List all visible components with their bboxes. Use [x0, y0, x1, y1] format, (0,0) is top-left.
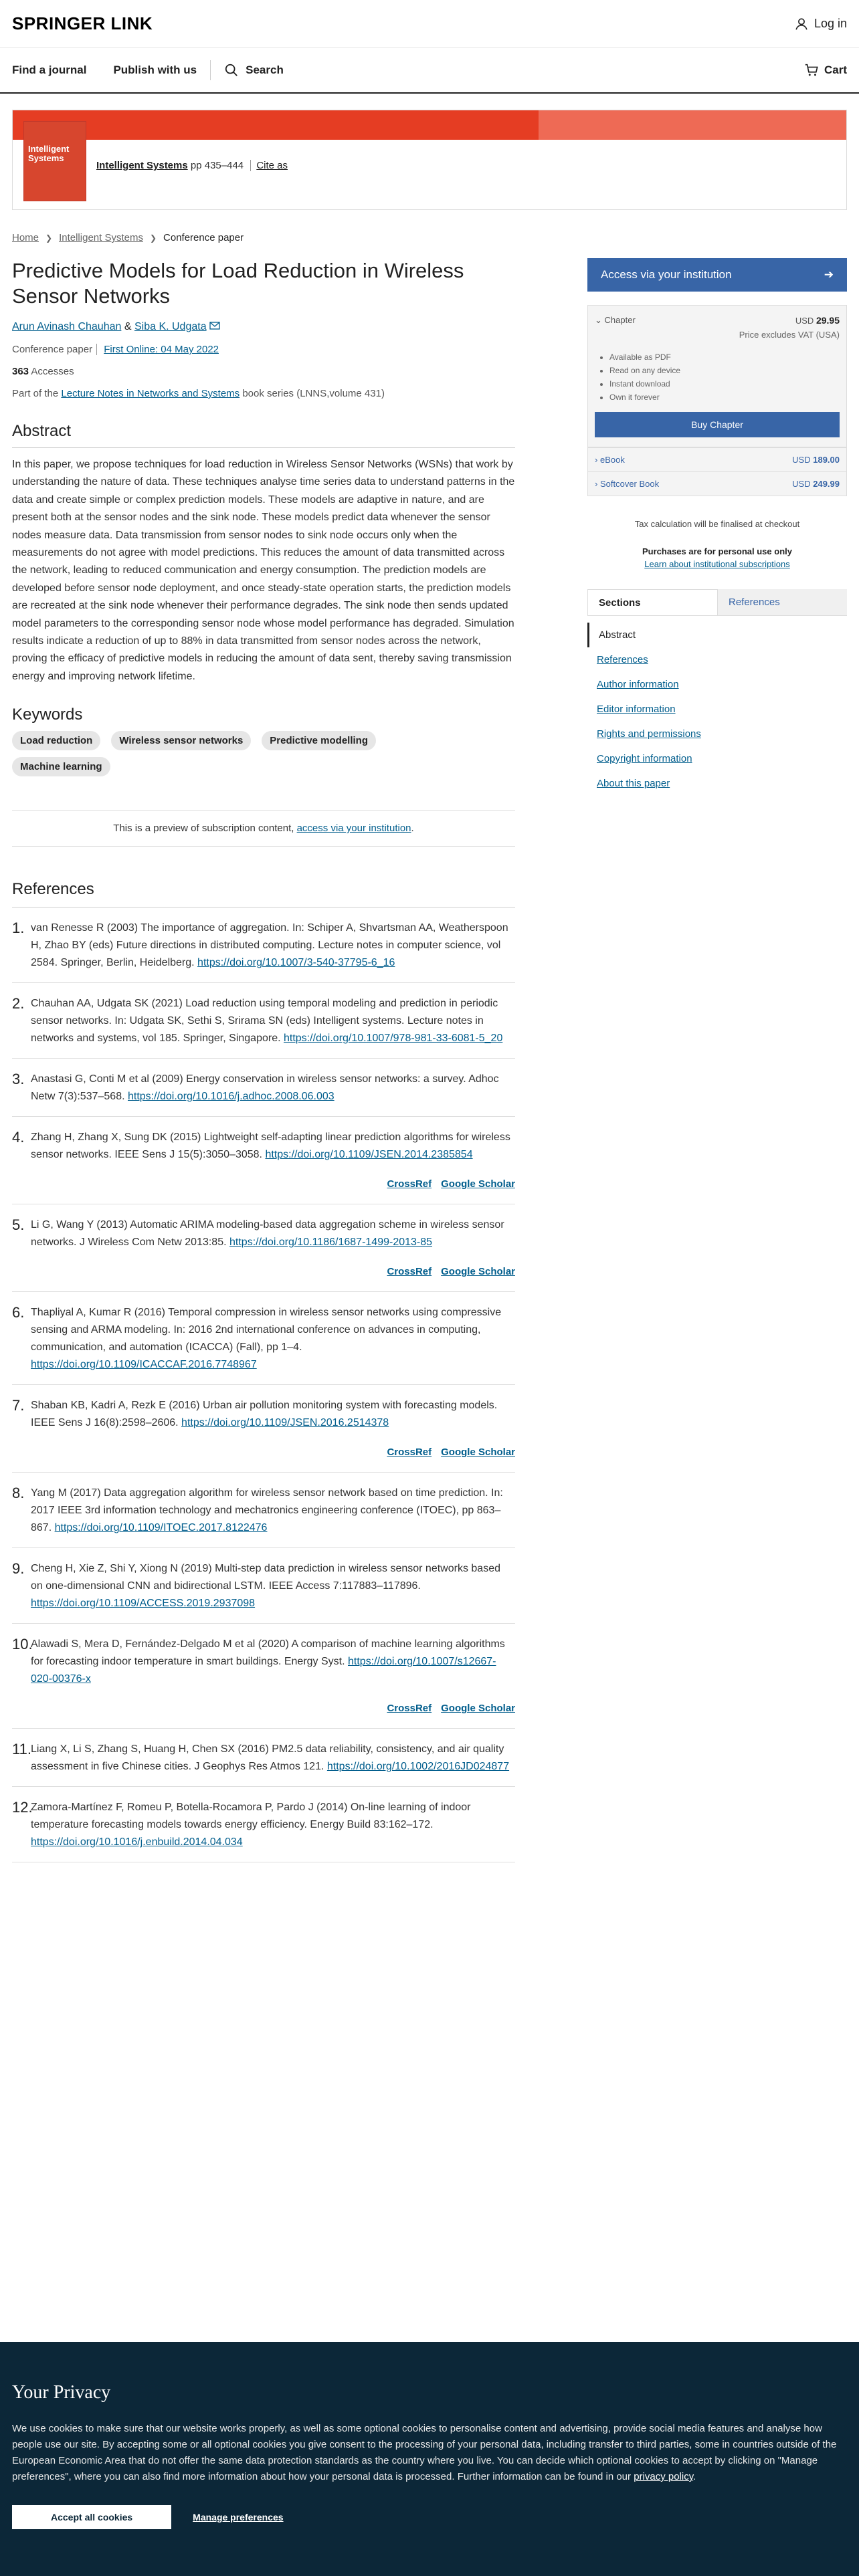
cart-icon — [804, 63, 819, 78]
author-link[interactable]: Siba K. Udgata — [134, 321, 207, 332]
section-nav — [587, 623, 847, 796]
reference-doi-link[interactable]: https://doi.org/10.1007/s12667-020-00376-x — [31, 1656, 496, 1685]
abstract-text: In this paper, we propose techniques for load reduction in Wireless Sensor Networks (WSNs) that work by understanding the nature of data. These techniques analyse time series data to understand patterns in the data and create simple or complex prediction models. These models are adaptive in nature, and are present both at the sensor nodes and the sink node. These models predict data whenever the sensor nodes measure data. Data transmission from sensor nodes to sink node occurs only when the measurements do not agree with model predictions. This reduces the amount of data transmitted across the network, leading to reduced communication and energy consumption. The prediction models are developed before sensor node deployment, and once steady-state operation starts, the prediction models are recreated at the sink node whenever their performance degrades. The sink node then sends updated model parameters to the corresponding sensor node whose model performance has degraded. Simulation results indicate a reduction of up to 88% in data transmitted from sensor nodes across the network, proving the efficacy of predictive models in reducing the amount of data sent, thereby saving transmission energy and improving network lifetime. — [12, 459, 515, 682]
reference-text: Zamora-Martínez F, Romeu P, Botella-Rocamora P, Pardo J (2014) On-line learning of indoor temperature forecasting models towards energy efficiency. Energy Build 83:162–172. — [31, 1802, 471, 1831]
cart-button[interactable] — [804, 63, 847, 78]
reference-number: 3. — [12, 1071, 25, 1088]
nav-search[interactable] — [224, 63, 284, 78]
reference-item — [12, 1059, 515, 1117]
reference-number: 5. — [12, 1216, 25, 1234]
access-institution-button[interactable]: Access via your institution ➔ — [587, 258, 847, 292]
cart-label: Cart — [824, 64, 847, 76]
sidebar — [587, 258, 847, 796]
reference-text: Yang M (2017) Data aggregation algorithm for wireless sensor network based on time prediction. In: 2017 IEEE 3rd information technology and mechatronics engineering conference (ITOEC), pp 863–867. — [31, 1487, 503, 1534]
reference-item — [12, 1624, 515, 1729]
arrow-right-icon: ➔ — [824, 268, 834, 281]
reference-text: Thapliyal A, Kumar R (2016) Temporal compression in wireless sensor networks using compressive sensing and ARMA modeling. In: 2016 2nd international conference on advances in computing, communication, and automation (ICACCA) (Fall), pp 1–4. — [31, 1307, 502, 1354]
reference-doi-link[interactable]: https://doi.org/10.1016/j.adhoc.2008.06.003 — [127, 1091, 335, 1103]
chevron-right-icon: › — [595, 479, 598, 489]
breadcrumb-home[interactable]: Home — [12, 232, 39, 243]
chapter-label[interactable]: ⌄ Chapter — [595, 315, 636, 325]
reference-item — [12, 907, 515, 983]
nav-divider — [210, 60, 211, 80]
breadcrumb — [12, 232, 244, 243]
access-institution-link[interactable]: access via your institution — [296, 823, 411, 835]
reference-number: 11. — [12, 1741, 31, 1758]
manage-preferences-link[interactable]: Manage preferences — [193, 2512, 284, 2523]
reference-doi-link[interactable]: https://doi.org/10.1109/ICACCAF.2016.7748967 — [31, 1359, 257, 1371]
page-title: Predictive Models for Load Reduction in Wireless Sensor Networks — [12, 259, 464, 308]
reference-number: 6. — [12, 1304, 25, 1321]
cookie-text: We use cookies to make sure that our website works properly, as well as some optional cookies to personalise content and advertising, provide social media features and analyse how people use our site. By accepting some or all optional cookies you give consent to the processing of your personal data, including transfer to third parties, some in countries outside of the European Economic Area that do not offer the same data protection standards as the country where you live. You can decide which optional cookies to accept by clicking on "Manage preferences", where you can also find more information about how your personal data is processed. Further information can be found in our privacy policy. — [12, 2423, 837, 2482]
keyword-chip[interactable]: Load reduction — [12, 731, 100, 750]
nav-find-journal[interactable]: Find a journal — [12, 64, 87, 76]
reference-list — [12, 907, 515, 1862]
reference-item — [12, 1385, 515, 1473]
accesses-count: 363 — [12, 366, 29, 377]
book-banner — [12, 110, 847, 210]
accesses-label: Accesses — [31, 366, 74, 377]
book-title-link[interactable]: Intelligent Systems — [96, 160, 188, 171]
article-meta — [12, 344, 515, 355]
login-button[interactable] — [794, 17, 847, 31]
tab-references[interactable]: References — [718, 589, 847, 615]
subscription-preview: This is a preview of subscription content, access via your institution. — [12, 810, 515, 847]
chevron-down-icon: ⌄ — [595, 315, 602, 325]
reference-text: Cheng H, Xie Z, Shi Y, Xiong N (2019) Multi-step data prediction in wireless sensor networks based on one-dimensional CNN and bidirectional LSTM. IEEE Access 7:117883–117896. — [31, 1563, 500, 1592]
google-scholar-link[interactable]: Google Scholar — [441, 1266, 515, 1278]
sidebar-tabs — [587, 589, 847, 616]
tax-note: Tax calculation will be finalised at checkout — [634, 519, 800, 529]
reference-number: 4. — [12, 1129, 25, 1146]
accesses-metric — [12, 366, 515, 377]
toc-rights-permissions[interactable]: Rights and permissions — [597, 728, 701, 740]
reference-number: 2. — [12, 995, 25, 1012]
toc-abstract[interactable]: Abstract — [587, 623, 847, 647]
reference-text: Zhang H, Zhang X, Sung DK (2015) Lightweight self-adapting linear prediction algorithms for wireless sensor networks. IEEE Sens J 15(5):3050–3058. — [31, 1132, 510, 1161]
reference-item — [12, 1729, 515, 1787]
first-online-link[interactable]: First Online: 04 May 2022 — [104, 344, 219, 355]
feature-list: • Available as PDF • Read on any device • Instant download • Own it forever — [609, 350, 840, 404]
reference-item — [12, 1787, 515, 1862]
book-info — [96, 160, 288, 171]
crossref-link[interactable]: CrossRef — [387, 1266, 432, 1278]
reference-doi-link[interactable]: https://doi.org/10.1109/ITOEC.2017.8122476 — [54, 1522, 268, 1534]
reference-doi-link[interactable]: https://doi.org/10.1007/3-540-37795-6_16 — [197, 957, 395, 969]
keyword-chip[interactable]: Machine learning — [12, 757, 110, 776]
reference-doi-link[interactable]: https://doi.org/10.1016/j.enbuild.2014.04.034 — [31, 1836, 243, 1848]
toc-editor-information[interactable]: Editor information — [597, 704, 676, 715]
reference-number: 10. — [12, 1636, 33, 1653]
privacy-policy-link[interactable]: privacy policy — [634, 2471, 694, 2482]
cookie-banner — [0, 2342, 859, 2576]
reference-doi-link[interactable]: https://doi.org/10.1109/JSEN.2014.2385854 — [265, 1149, 473, 1161]
reference-text: Alawadi S, Mera D, Fernández-Delgado M et al (2020) A comparison of machine learning algorithms for forecasting indoor temperature in smart buildings. Energy Syst. — [31, 1638, 505, 1668]
reference-text: Chauhan AA, Udgata SK (2021) Load reduction using temporal modeling and prediction in periodic sensor networks. In: Udgata SK, Sethi S, Srirama SN (eds) Intelligent systems. Lecture notes in networks and systems, vol 185. Springer, Singapore. — [31, 998, 498, 1045]
reference-item — [12, 1292, 515, 1385]
abstract-heading: Abstract — [12, 422, 515, 448]
references-heading: References — [12, 880, 515, 907]
series-link[interactable]: Lecture Notes in Networks and Systems — [61, 388, 240, 399]
article-main — [12, 258, 515, 1862]
softcover-option[interactable]: › Softcover Book USD 249.99 — [588, 471, 846, 496]
login-label: Log in — [814, 17, 847, 30]
reference-item — [12, 1548, 515, 1624]
author-link[interactable]: Arun Avinash Chauhan — [12, 321, 122, 332]
reference-number: 9. — [12, 1560, 25, 1578]
reference-item — [12, 1204, 515, 1292]
user-icon — [794, 17, 809, 31]
reference-text: van Renesse R (2003) The importance of aggregation. In: Schiper A, Shvartsman AA, Weatherspoon H, Zhao BY (eds) Future directions in distributed computing. Lecture notes in computer science, vol 2584. Springer, Berlin, Heidelberg. — [31, 922, 508, 969]
purchase-box — [587, 305, 847, 496]
springer-link-logo[interactable]: SPRINGER LINK — [12, 13, 153, 33]
search-icon — [224, 63, 239, 78]
reference-text: Shaban KB, Kadri A, Rezk E (2016) Urban air pollution monitoring system with forecasting models. IEEE Sens J 16(8):2598–2606. — [31, 1400, 498, 1429]
keyword-chip[interactable]: Wireless sensor networks — [111, 731, 251, 750]
reference-doi-link[interactable]: https://doi.org/10.1007/978-981-33-6081-5_20 — [283, 1033, 503, 1045]
reference-number: 8. — [12, 1485, 25, 1502]
toc-author-information[interactable]: Author information — [597, 679, 679, 690]
toc-copyright-information[interactable]: Copyright information — [597, 753, 692, 764]
book-series: Part of the Lecture Notes in Networks and Systems book series (LNNS,volume 431) — [12, 388, 385, 399]
crossref-link[interactable]: CrossRef — [387, 1703, 432, 1715]
email-icon[interactable] — [209, 322, 220, 330]
google-scholar-link[interactable]: Google Scholar — [441, 1178, 515, 1190]
reference-item — [12, 1473, 515, 1548]
vat-note: Price excludes VAT (USA) — [739, 330, 840, 340]
keyword-chip[interactable]: Predictive modelling — [262, 731, 376, 750]
keywords-heading: Keywords — [12, 706, 83, 724]
book-pages: pp 435–444 — [190, 160, 244, 171]
reference-text: Anastasi G, Conti M et al (2009) Energy conservation in wireless sensor networks: a survey. Adhoc Netw 7(3):537–568. — [31, 1073, 499, 1103]
tab-sections[interactable]: Sections — [587, 589, 718, 615]
crossref-link[interactable]: CrossRef — [387, 1446, 432, 1459]
reference-doi-link[interactable]: https://doi.org/10.1109/JSEN.2016.2514378 — [181, 1417, 389, 1429]
reference-number: 12. — [12, 1799, 33, 1816]
reference-text: Li G, Wang Y (2013) Automatic ARIMA modeling-based data aggregation scheme in wireless sensor networks. J Wireless Com Netw 2013:85. — [31, 1219, 504, 1249]
authors: Arun Avinash Chauhan & Siba K. Udgata — [12, 321, 515, 333]
book-cover[interactable]: Intelligent Systems — [23, 121, 86, 201]
reference-doi-link[interactable]: https://doi.org/10.1002/2016JD024877 — [326, 1761, 510, 1773]
ebook-option[interactable]: › eBook USD 189.00 — [588, 447, 846, 471]
google-scholar-link[interactable]: Google Scholar — [441, 1703, 515, 1715]
reference-item — [12, 983, 515, 1059]
reference-item — [12, 1117, 515, 1204]
cookie-heading: Your Privacy — [12, 2382, 111, 2403]
crossref-link[interactable]: CrossRef — [387, 1178, 432, 1190]
content-type: Conference paper — [12, 344, 93, 355]
breadcrumb-book[interactable]: Intelligent Systems — [59, 232, 143, 243]
institutional-subscriptions-link[interactable]: Learn about institutional subscriptions — [644, 559, 790, 569]
nav-publish[interactable]: Publish with us — [113, 64, 197, 76]
reference-number: 7. — [12, 1397, 25, 1414]
toc-about-paper[interactable]: About this paper — [597, 778, 670, 789]
breadcrumb-current: Conference paper — [163, 232, 244, 243]
google-scholar-link[interactable]: Google Scholar — [441, 1446, 515, 1459]
chevron-right-icon: › — [595, 455, 598, 465]
banner-red-bar — [13, 110, 846, 140]
reference-number: 1. — [12, 920, 25, 937]
accept-cookies-button[interactable]: Accept all cookies — [12, 2505, 171, 2529]
buy-chapter-button[interactable]: Buy Chapter — [595, 412, 840, 437]
reference-doi-link[interactable]: https://doi.org/10.1109/ACCESS.2019.2937098 — [31, 1598, 256, 1610]
chapter-purchase: ⌄ Chapter USD 29.95 Price excludes VAT (USA) • Available as PDF • Read on any device • Instant download • Own it forever Buy Chapter — [588, 306, 846, 447]
cite-as-link[interactable]: Cite as — [250, 160, 288, 171]
main-nav — [0, 48, 859, 94]
top-header — [0, 0, 859, 48]
personal-use-note: Purchases are for personal use only — [642, 546, 792, 556]
chevron-right-icon: ❯ — [45, 233, 53, 243]
chapter-price: 29.95 — [816, 315, 840, 326]
reference-text: Liang X, Li S, Zhang S, Huang H, Chen SX (2016) PM2.5 data reliability, consistency, and air quality assessment in five Chinese cities. J Geophys Res Atmos 121. — [31, 1743, 504, 1773]
keyword-list — [12, 731, 427, 776]
chevron-right-icon: ❯ — [149, 233, 157, 243]
search-label: Search — [246, 64, 284, 76]
toc-references[interactable]: References — [597, 654, 648, 665]
reference-doi-link[interactable]: https://doi.org/10.1186/1687-1499-2013-85 — [229, 1237, 433, 1249]
